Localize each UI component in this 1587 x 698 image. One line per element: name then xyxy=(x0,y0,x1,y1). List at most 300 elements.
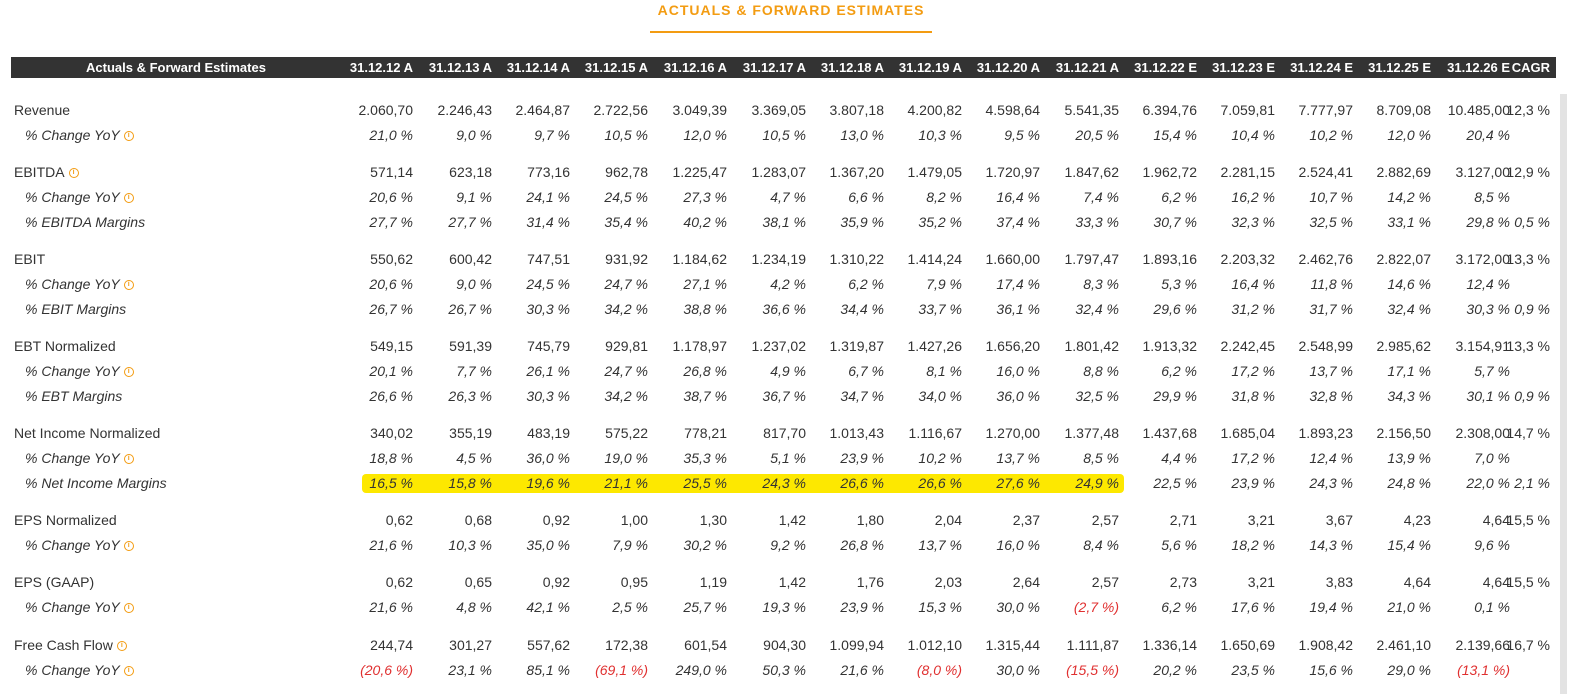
table-cell: 8,1 % xyxy=(926,363,962,379)
info-icon[interactable]: i xyxy=(124,193,134,203)
table-cell: 24,9 % xyxy=(1075,475,1119,491)
table-cell: 550,62 xyxy=(370,251,413,267)
table-cell: 26,6 % xyxy=(369,388,413,404)
table-cell: 3,21 xyxy=(1247,574,1275,590)
table-cell: 15,4 % xyxy=(1153,127,1197,143)
table-cell: 1.479,05 xyxy=(907,164,962,180)
table-cell: 24,3 % xyxy=(762,475,806,491)
table-cell: 11,8 % xyxy=(1310,276,1353,292)
table-cell: 29,0 % xyxy=(1387,662,1431,678)
table-cell: 5,7 % xyxy=(1474,363,1510,379)
table-cell: 34,4 % xyxy=(840,301,884,317)
row-label-text: EBIT xyxy=(14,251,46,267)
table-cell: 1.270,00 xyxy=(985,425,1040,441)
info-icon[interactable]: i xyxy=(124,541,134,551)
table-cell: 33,1 % xyxy=(1387,214,1431,230)
table-cell: 1.893,23 xyxy=(1298,425,1353,441)
table-cell: 3.154,91 xyxy=(1455,338,1510,354)
row-label-text: % EBT Margins xyxy=(25,388,123,404)
table-cell: (8,0 %) xyxy=(916,662,962,678)
table-cell: 17,6 % xyxy=(1231,599,1275,615)
table-cell: 13,0 % xyxy=(840,127,884,143)
table-cell: 27,7 % xyxy=(369,214,413,230)
column-header: 31.12.21 A xyxy=(1055,60,1119,75)
table-cell: 8,2 % xyxy=(926,189,962,205)
table-cell: 6,2 % xyxy=(1161,189,1197,205)
table-cell: 34,2 % xyxy=(604,301,648,317)
row-label xyxy=(25,446,134,471)
table-cell: 10.485,00 xyxy=(1447,102,1510,118)
table-cell: 4,64 xyxy=(1482,574,1510,590)
table-cell: 7,4 % xyxy=(1083,189,1119,205)
table-cell: 2.156,50 xyxy=(1376,425,1431,441)
table-cell: 2.722,56 xyxy=(593,102,648,118)
table-cell: 21,6 % xyxy=(369,599,413,615)
table-cell: 17,4 % xyxy=(996,276,1040,292)
table-cell: 10,7 % xyxy=(1309,189,1353,205)
column-header: 31.12.26 E xyxy=(1447,60,1510,75)
table-cell: 4,23 xyxy=(1403,512,1431,528)
table-cell: 1.013,43 xyxy=(829,425,884,441)
table-cell: 1.234,19 xyxy=(751,251,806,267)
table-cell: 1.847,62 xyxy=(1064,164,1119,180)
table-cell: 2.882,69 xyxy=(1376,164,1431,180)
table-cell: 2.464,87 xyxy=(515,102,570,118)
table-cell: 623,18 xyxy=(449,164,492,180)
table-cell: 4,8 % xyxy=(456,599,492,615)
table-cell: 2.139,66 xyxy=(1455,637,1510,653)
table-cell: 23,1 % xyxy=(448,662,492,678)
column-header: 31.12.23 E xyxy=(1212,60,1275,75)
table-row xyxy=(0,658,1560,683)
table-cell: 32,5 % xyxy=(1309,214,1353,230)
table-cell: 4,2 % xyxy=(770,276,806,292)
table-cell: 14,3 % xyxy=(1309,537,1353,553)
table-cell: 16,0 % xyxy=(996,537,1040,553)
table-cell: 33,3 % xyxy=(1075,214,1119,230)
table-cell: 9,0 % xyxy=(456,276,492,292)
column-header: 31.12.17 A xyxy=(742,60,806,75)
table-cell: 38,7 % xyxy=(683,388,727,404)
table-cell: 2,03 xyxy=(934,574,962,590)
table-cell: 483,19 xyxy=(527,425,570,441)
table-header xyxy=(11,57,1556,78)
table-cell: 24,7 % xyxy=(604,276,648,292)
table-cell: 7.059,81 xyxy=(1220,102,1275,118)
table-cell: 1.377,48 xyxy=(1064,425,1119,441)
table-cell: 2,5 % xyxy=(612,599,648,615)
table-cell: 15,5 % xyxy=(1506,512,1550,528)
table-cell: 2.822,07 xyxy=(1376,251,1431,267)
table-cell: 4,64 xyxy=(1482,512,1510,528)
table-cell: 0,65 xyxy=(464,574,492,590)
table-cell: 817,70 xyxy=(763,425,806,441)
table-cell: 36,1 % xyxy=(996,301,1040,317)
table-cell: 10,5 % xyxy=(604,127,648,143)
table-cell: 8.709,08 xyxy=(1376,102,1431,118)
table-cell: 1.720,97 xyxy=(985,164,1040,180)
table-cell: 36,6 % xyxy=(762,301,806,317)
table-cell: 18,8 % xyxy=(369,450,413,466)
table-cell: 19,4 % xyxy=(1309,599,1353,615)
table-cell: 1.367,20 xyxy=(829,164,884,180)
table-cell: 1.908,42 xyxy=(1298,637,1353,653)
row-label-text: % Change YoY xyxy=(25,450,120,466)
table-cell: 2.985,62 xyxy=(1376,338,1431,354)
table-cell: 31,8 % xyxy=(1231,388,1275,404)
table-cell: 9,2 % xyxy=(770,537,806,553)
table-cell: 25,7 % xyxy=(683,599,727,615)
table-cell: 7,9 % xyxy=(926,276,962,292)
table-cell: 30,2 % xyxy=(683,537,727,553)
row-label xyxy=(25,297,126,322)
table-cell: 34,7 % xyxy=(840,388,884,404)
column-header: 31.12.18 A xyxy=(820,60,884,75)
table-cell: 16,2 % xyxy=(1231,189,1275,205)
table-cell: 4,4 % xyxy=(1161,450,1197,466)
table-cell: 591,39 xyxy=(449,338,492,354)
table-cell: 745,79 xyxy=(527,338,570,354)
table-cell: 5,1 % xyxy=(770,450,806,466)
table-cell: 21,6 % xyxy=(369,537,413,553)
table-cell: 24,5 % xyxy=(526,276,570,292)
table-cell: 33,7 % xyxy=(918,301,962,317)
table-cell: 30,0 % xyxy=(996,599,1040,615)
row-label xyxy=(25,658,134,683)
row-label xyxy=(25,359,134,384)
table-cell: 20,5 % xyxy=(1075,127,1119,143)
column-header: 31.12.12 A xyxy=(349,60,413,75)
table-cell: 24,3 % xyxy=(1309,475,1353,491)
table-cell: 21,6 % xyxy=(840,662,884,678)
table-cell: 1,76 xyxy=(856,574,884,590)
table-cell: 4,9 % xyxy=(770,363,806,379)
table-cell: 8,3 % xyxy=(1083,276,1119,292)
table-cell: 15,3 % xyxy=(918,599,962,615)
table-cell: 9,0 % xyxy=(456,127,492,143)
table-cell: 17,2 % xyxy=(1231,363,1275,379)
table-cell: 19,0 % xyxy=(604,450,648,466)
table-cell: 20,6 % xyxy=(369,276,413,292)
row-label-text: % EBIT Margins xyxy=(25,301,127,317)
table-cell: 30,3 % xyxy=(526,301,570,317)
table-cell: 26,7 % xyxy=(448,301,492,317)
table-cell: 3.807,18 xyxy=(829,102,884,118)
table-cell: 601,54 xyxy=(684,637,727,653)
table-cell: 1,00 xyxy=(620,512,648,528)
row-label-text: % Change YoY xyxy=(25,276,120,292)
table-row xyxy=(0,160,1560,185)
table-row xyxy=(0,247,1560,272)
scrollbar[interactable] xyxy=(1560,94,1567,694)
table-cell: 17,2 % xyxy=(1231,450,1275,466)
table-cell: 6,7 % xyxy=(848,363,884,379)
table-cell: 19,3 % xyxy=(762,599,806,615)
table-cell: 1.283,07 xyxy=(751,164,806,180)
table-row xyxy=(0,359,1560,384)
table-cell: 32,8 % xyxy=(1309,388,1353,404)
table-cell: 27,7 % xyxy=(448,214,492,230)
row-label xyxy=(14,160,79,185)
table-row xyxy=(0,98,1560,123)
table-row xyxy=(0,185,1560,210)
info-icon[interactable]: i xyxy=(117,641,127,651)
row-label-text: % Change YoY xyxy=(25,537,120,553)
table-cell: 2.308,00 xyxy=(1455,425,1510,441)
table-cell: 9,6 % xyxy=(1474,537,1510,553)
row-label xyxy=(25,185,134,210)
table-cell: 4,7 % xyxy=(770,189,806,205)
table-cell: 18,2 % xyxy=(1231,537,1275,553)
table-cell: 2,73 xyxy=(1169,574,1197,590)
table-cell: 8,8 % xyxy=(1083,363,1119,379)
table-cell: 20,2 % xyxy=(1153,662,1197,678)
table-cell: 1.962,72 xyxy=(1142,164,1197,180)
table-cell: 0,68 xyxy=(464,512,492,528)
table-cell: 25,5 % xyxy=(683,475,727,491)
table-cell: 2.461,10 xyxy=(1376,637,1431,653)
table-cell: 35,0 % xyxy=(526,537,570,553)
row-label xyxy=(25,210,145,235)
table-cell: 2.281,15 xyxy=(1220,164,1275,180)
table-cell: 1.237,02 xyxy=(751,338,806,354)
table-cell: 5,6 % xyxy=(1161,537,1197,553)
info-icon[interactable]: i xyxy=(124,131,134,141)
table-cell: 557,62 xyxy=(527,637,570,653)
title-underline xyxy=(650,31,932,33)
table-cell: 2.203,32 xyxy=(1220,251,1275,267)
table-row xyxy=(0,633,1560,658)
row-label xyxy=(14,247,45,272)
table-cell: 37,4 % xyxy=(996,214,1040,230)
table-cell: 355,19 xyxy=(449,425,492,441)
table-cell: 20,4 % xyxy=(1466,127,1510,143)
table-cell: 20,6 % xyxy=(369,189,413,205)
table-row xyxy=(0,210,1560,235)
table-cell: 24,7 % xyxy=(604,363,648,379)
table-cell: 1.225,47 xyxy=(672,164,727,180)
table-cell: 13,9 % xyxy=(1387,450,1431,466)
table-cell: 9,1 % xyxy=(456,189,492,205)
table-cell: 21,0 % xyxy=(369,127,413,143)
table-cell: 26,3 % xyxy=(448,388,492,404)
table-cell: 12,9 % xyxy=(1506,164,1550,180)
table-cell: 2,04 xyxy=(934,512,962,528)
info-icon[interactable]: i xyxy=(124,280,134,290)
table-cell: 10,2 % xyxy=(1309,127,1353,143)
table-cell: 22,5 % xyxy=(1153,475,1197,491)
table-cell: 575,22 xyxy=(605,425,648,441)
table-cell: 10,2 % xyxy=(918,450,962,466)
table-cell: 12,0 % xyxy=(1387,127,1431,143)
table-cell: (2,7 %) xyxy=(1073,599,1119,615)
table-cell: 571,14 xyxy=(370,164,413,180)
table-cell: 1.650,69 xyxy=(1220,637,1275,653)
table-cell: (69,1 %) xyxy=(595,662,648,678)
table-cell: 23,5 % xyxy=(1231,662,1275,678)
table-cell: 24,8 % xyxy=(1387,475,1431,491)
table-cell: 0,5 % xyxy=(1514,214,1550,230)
table-cell: 778,21 xyxy=(684,425,727,441)
table-cell: 2,57 xyxy=(1091,574,1119,590)
table-cell: 85,1 % xyxy=(526,662,570,678)
table-cell: 244,74 xyxy=(370,637,413,653)
table-cell: 13,7 % xyxy=(918,537,962,553)
table-cell: 172,38 xyxy=(605,637,648,653)
table-cell: 32,5 % xyxy=(1075,388,1119,404)
info-icon[interactable]: i xyxy=(124,367,134,377)
table-cell: 10,3 % xyxy=(448,537,492,553)
table-cell: 0,1 % xyxy=(1474,599,1510,615)
table-cell: 42,1 % xyxy=(526,599,570,615)
table-cell: 1.801,42 xyxy=(1064,338,1119,354)
table-cell: 36,0 % xyxy=(996,388,1040,404)
table-cell: 1.893,16 xyxy=(1142,251,1197,267)
table-cell: 3,83 xyxy=(1325,574,1353,590)
table-cell: 340,02 xyxy=(370,425,413,441)
row-label-text: Revenue xyxy=(14,102,71,118)
table-row xyxy=(0,334,1560,359)
table-cell: 1.012,10 xyxy=(907,637,962,653)
row-label xyxy=(25,123,134,148)
table-row xyxy=(0,272,1560,297)
table-cell: 29,9 % xyxy=(1153,388,1197,404)
table-cell: 1,42 xyxy=(778,512,806,528)
row-label-text: EBT Normalized xyxy=(14,338,116,354)
table-cell: 2.548,99 xyxy=(1298,338,1353,354)
table-row xyxy=(0,570,1560,595)
table-cell: 2,57 xyxy=(1091,512,1119,528)
table-cell: 31,4 % xyxy=(526,214,570,230)
column-header: 31.12.24 E xyxy=(1290,60,1353,75)
table-cell: 6.394,76 xyxy=(1142,102,1197,118)
table-cell: 3.127,00 xyxy=(1455,164,1510,180)
table-cell: 1,42 xyxy=(778,574,806,590)
table-cell: 1.099,94 xyxy=(829,637,884,653)
table-cell: 1.656,20 xyxy=(985,338,1040,354)
info-icon[interactable]: i xyxy=(124,454,134,464)
table-cell: 747,51 xyxy=(527,251,570,267)
table-cell: 1.111,87 xyxy=(1066,637,1119,653)
table-cell: 5,3 % xyxy=(1161,276,1197,292)
table-cell: 38,8 % xyxy=(683,301,727,317)
table-cell: (13,1 %) xyxy=(1457,662,1510,678)
row-label-text: % Change YoY xyxy=(25,127,120,143)
table-cell: 20,1 % xyxy=(369,363,413,379)
table-cell: 34,0 % xyxy=(918,388,962,404)
table-cell: 2.242,45 xyxy=(1220,338,1275,354)
table-cell: 30,7 % xyxy=(1153,214,1197,230)
table-cell: 773,16 xyxy=(527,164,570,180)
table-cell: 2,37 xyxy=(1012,512,1040,528)
table-cell: 38,1 % xyxy=(762,214,806,230)
row-label xyxy=(14,421,160,446)
table-cell: 8,4 % xyxy=(1083,537,1119,553)
table-row xyxy=(0,533,1560,558)
table-cell: 4,64 xyxy=(1403,574,1431,590)
row-label xyxy=(14,633,127,658)
table-cell: 26,8 % xyxy=(840,537,884,553)
info-icon[interactable]: i xyxy=(69,168,79,178)
table-cell: 2,1 % xyxy=(1514,475,1550,491)
table-cell: 22,0 % xyxy=(1466,475,1510,491)
table-cell: 50,3 % xyxy=(762,662,806,678)
table-cell: 29,8 % xyxy=(1466,214,1510,230)
info-icon[interactable]: i xyxy=(124,603,134,613)
row-label-text: EPS Normalized xyxy=(14,512,117,528)
table-cell: (15,5 %) xyxy=(1066,662,1119,678)
table-cell: 7,0 % xyxy=(1474,450,1510,466)
table-cell: 35,3 % xyxy=(683,450,727,466)
table-cell: 32,3 % xyxy=(1231,214,1275,230)
table-row xyxy=(0,421,1560,446)
table-cell: 9,5 % xyxy=(1004,127,1040,143)
row-label xyxy=(14,570,94,595)
table-cell: 1.319,87 xyxy=(829,338,884,354)
table-row xyxy=(0,123,1560,148)
table-cell: 13,7 % xyxy=(996,450,1040,466)
table-cell: 34,3 % xyxy=(1387,388,1431,404)
column-header: 31.12.15 A xyxy=(584,60,648,75)
row-label-text: Free Cash Flow xyxy=(14,637,113,653)
table-cell: 7,7 % xyxy=(456,363,492,379)
table-cell: 9,7 % xyxy=(534,127,570,143)
table-cell: 1.178,97 xyxy=(672,338,727,354)
row-label xyxy=(14,508,117,533)
table-cell: 26,8 % xyxy=(683,363,727,379)
row-label-text: % Change YoY xyxy=(25,189,120,205)
table-cell: 17,1 % xyxy=(1387,363,1431,379)
table-cell: 15,4 % xyxy=(1387,537,1431,553)
table-row xyxy=(0,595,1560,620)
table-cell: 6,6 % xyxy=(848,189,884,205)
table-cell: 10,3 % xyxy=(918,127,962,143)
table-cell: 6,2 % xyxy=(1161,363,1197,379)
table-cell: 36,0 % xyxy=(526,450,570,466)
column-header: 31.12.25 E xyxy=(1368,60,1431,75)
table-cell: 16,7 % xyxy=(1506,637,1550,653)
table-cell: 24,5 % xyxy=(604,189,648,205)
table-cell: 26,6 % xyxy=(918,475,962,491)
table-cell: 1.660,00 xyxy=(985,251,1040,267)
table-cell: 4,5 % xyxy=(456,450,492,466)
table-cell: 6,2 % xyxy=(848,276,884,292)
row-label-text: % EBITDA Margins xyxy=(25,214,146,230)
table-cell: 12,0 % xyxy=(683,127,727,143)
table-cell: 5.541,35 xyxy=(1064,102,1119,118)
column-header: 31.12.16 A xyxy=(663,60,727,75)
table-cell: 23,9 % xyxy=(840,599,884,615)
table-row xyxy=(0,508,1560,533)
info-icon[interactable]: i xyxy=(124,666,134,676)
row-label-text: % Change YoY xyxy=(25,662,120,678)
table-cell: 0,62 xyxy=(385,512,413,528)
page-title: ACTUALS & FORWARD ESTIMATES xyxy=(657,2,925,18)
row-label xyxy=(25,595,134,620)
table-cell: 30,3 % xyxy=(526,388,570,404)
table-cell: 30,3 % xyxy=(1466,301,1510,317)
table-cell: 32,4 % xyxy=(1387,301,1431,317)
table-cell: 3,21 xyxy=(1247,512,1275,528)
row-label-text: % Change YoY xyxy=(25,363,120,379)
column-header: 31.12.13 A xyxy=(428,60,492,75)
table-cell: 40,2 % xyxy=(683,214,727,230)
table-cell: 35,2 % xyxy=(918,214,962,230)
table-cell: 31,7 % xyxy=(1309,301,1353,317)
table-cell: 1,30 xyxy=(699,512,727,528)
column-header: CAGR xyxy=(1511,60,1550,75)
table-cell: 1.437,68 xyxy=(1142,425,1197,441)
